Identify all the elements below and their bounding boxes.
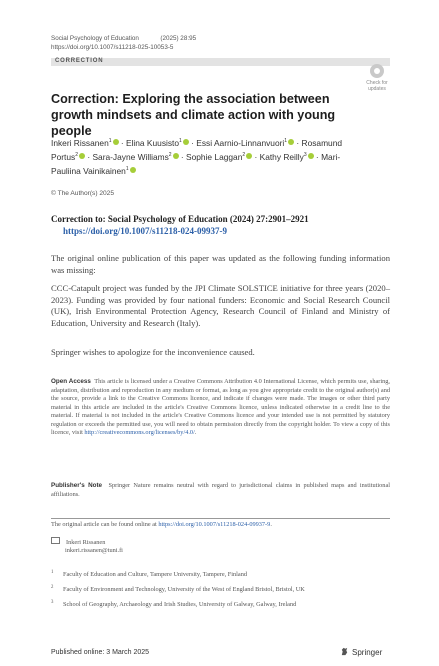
- publisher-name: Springer: [352, 648, 383, 657]
- open-access-notice: Open Access This article is licensed under a Creative Commons Attribution 4.0 International License, which permits use, sharing, adaptation, distribution and reproduction in any medium or format, as long as you give appropriate credit to the original author(s) and the source, provide a link to the Creative Commons licence, and indicate if changes were made. The images or other third party material in this article are included in the article's Creative Commons licence, unless indicated otherwise in a credit line to the material. If material is not included in the article's Creative Commons licence and your intended use is not permitted by statutory regulation or exceeds the permitted use, you will need to obtain permission directly from the copyright holder. To view a copy of this licence, visit http://creativecommons.org/licenses/by/4.0/.: [51, 378, 390, 436]
- open-access-text: This article is licensed under a Creative Commons Attribution 4.0 International License, which permits use, sharing, adaptation, distribution and reproduction in any medium or format, as long as you give appropriate credit to the original author(s) and the source, provide a link to the Creative Commons licence, and indicate if changes were made. The images or other third party material in this article are included in the article's Creative Commons licence, unless indicated otherwise in a credit line to the material. If material is not included in the article's Creative Commons licence and your intended use is not permitted by statutory regulation or exceeds the permitted use, you will need to obtain permission directly from the copyright holder. To view a copy of this licence, visit: [51, 378, 390, 436]
- copyright: © The Author(s) 2025: [51, 190, 115, 197]
- journal-header: [51, 35, 196, 42]
- correction-reference: [51, 213, 309, 237]
- publisher-logo: [340, 647, 382, 657]
- affiliation-3: 3 School of Geography, Archaeology and Irish Studies, University of Galway, Galway, Ireland: [51, 600, 297, 608]
- affiliation-1: 1 Faculty of Education and Culture, Tampere University, Tampere, Finland: [51, 570, 248, 578]
- corresponding-author: [51, 537, 123, 555]
- author[interactable]: Sara-Jayne Williams$^2$: [92, 152, 178, 162]
- article-title: Correction: Exploring the association between growth mindsets and climate action with young people: [51, 92, 336, 138]
- springer-horse-icon: [340, 647, 349, 656]
- body-paragraph-3: Springer wishes to apologize for the inconvenience caused.: [51, 347, 255, 357]
- orcid-icon[interactable]: [79, 153, 85, 159]
- publishers-note-text: Springer Nature remains neutral with regard to jurisdictional claims in published maps and institutional affiliations.: [51, 482, 390, 498]
- contact-name: Inkeri Rissanen: [66, 539, 106, 546]
- license-link[interactable]: http://creativecommons.org/licenses/by/4.0/: [84, 429, 195, 436]
- check-updates-icon: [370, 64, 384, 78]
- article-doi[interactable]: https://doi.org/10.1007/s11218-025-10053-5: [51, 44, 174, 51]
- section-label: CORRECTION: [55, 58, 104, 64]
- author[interactable]: Mari-Pauliina Vainikainen$^1$: [51, 152, 341, 177]
- author[interactable]: Inkeri Rissanen$^1$: [51, 138, 119, 148]
- journal-name: Social Psychology of Education: [51, 35, 139, 42]
- author[interactable]: Essi Aarnio-Linnanvuori$^1$: [196, 138, 294, 148]
- orcid-icon[interactable]: [113, 139, 119, 145]
- body-paragraph-2: CCC-Catapult project was funded by the JPI Climate SOLSTICE initiative for three years (2020–2023). Funding was provided by four national funders: Economic and Social Research Council (UK), Irish Environmental Protection Agency, Research Council of Finland and Ministry of Education, University and Research (Italy).: [51, 283, 390, 328]
- orcid-icon[interactable]: [173, 153, 179, 159]
- author[interactable]: Sophie Laggan$^2$: [186, 152, 252, 162]
- original-article-note: The original article can be found online at https://doi.org/10.1007/s11218-024-09937-9.: [51, 521, 272, 528]
- check-for-updates-badge[interactable]: [362, 64, 392, 96]
- section-bar: [51, 58, 390, 66]
- envelope-icon: [51, 537, 60, 544]
- footnote-divider: [51, 518, 390, 519]
- open-access-label: Open Access: [51, 378, 91, 385]
- badge-text: Check for updates: [366, 80, 388, 92]
- publishers-note: [51, 482, 390, 499]
- publishers-note-label: Publisher's Note: [51, 482, 103, 489]
- contact-email[interactable]: inkeri.rissanen@tuni.fi: [65, 547, 123, 554]
- affiliation-2: 2 Faculty of Environment and Technology, University of the West of England Bristol, Bristol, UK: [51, 585, 305, 593]
- correction-doi-link[interactable]: https://doi.org/10.1007/s11218-024-09937-9: [63, 226, 228, 236]
- orcid-icon[interactable]: [183, 139, 189, 145]
- author[interactable]: Elina Kuusisto$^1$: [126, 138, 189, 148]
- orcid-icon[interactable]: [308, 153, 314, 159]
- correction-to: Correction to: Social Psychology of Education (2024) 27:2901–2921: [51, 214, 309, 224]
- orcid-icon[interactable]: [130, 167, 136, 173]
- orcid-icon[interactable]: [288, 139, 294, 145]
- author[interactable]: Kathy Reilly$^3$: [260, 152, 314, 162]
- original-article-link[interactable]: https://doi.org/10.1007/s11218-024-09937-9: [158, 521, 271, 528]
- orcid-icon[interactable]: [246, 153, 252, 159]
- body-paragraph-1: The original online publication of this paper was updated as the following funding information was missing:: [51, 253, 390, 275]
- author-list: Inkeri Rissanen$^1$ · Elina Kuusisto$^1$ · Essi Aarnio-Linnanvuori$^1$ · Rosamund Portus$^2$ · Sara-Jayne Williams$^2$ · Sophie Laggan$^2$ · Kathy Reilly$^3$ · Mari-Pauliina Vainikainen$^1$: [51, 137, 343, 177]
- author[interactable]: Rosamund Portus$^2$: [51, 137, 343, 163]
- journal-issue: (2025) 28:95: [160, 35, 197, 42]
- published-online: Published online: 3 March 2025: [51, 649, 150, 656]
